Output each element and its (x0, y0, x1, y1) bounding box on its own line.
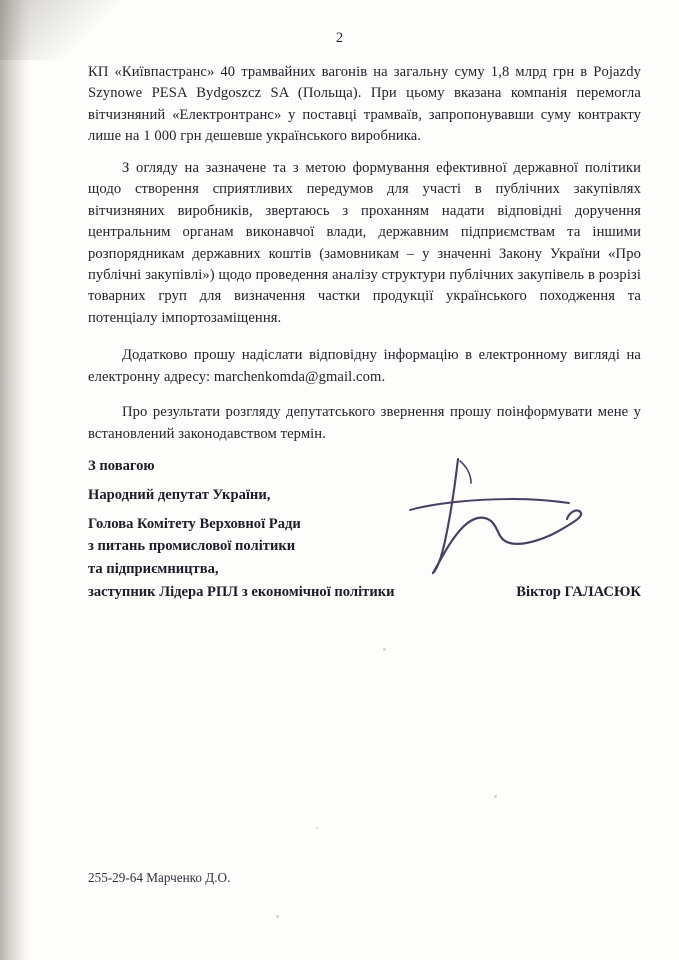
signer-title-line: з питань промислової політики (88, 538, 296, 555)
scan-speck (494, 795, 497, 798)
scan-speck (276, 915, 279, 918)
signer-title-line: Народний депутат України, (88, 486, 271, 503)
paragraph-email: Додатково прошу надіслати відповідну інформацію в електронному вигляді на електронну адресу: marchenkomda@gmail.com. (88, 347, 641, 385)
paragraph: З огляду на зазначене та з метою формування ефективної державної політики щодо створення сприятливих передумов для участі в публічних закупівлях вітчизняних виробників, звертаюсь з проханням надати відповідні доручення центральним органам виконавчої влади, державним підприємствам та іншими розпорядникам державних коштів (замовникам – у значенні Закону України «Про публічні закупівлі») щодо проведення аналізу структури публічних закупівель в розрізі товарних груп для визначення частки продукції українського походження та потенціалу імпортозаміщення. (88, 159, 641, 326)
footer-note: 255-29-64 Марченко Д.О. (88, 870, 231, 885)
closing-line: З повагою (88, 458, 155, 474)
signature-block (88, 455, 641, 604)
paragraph: Про результати розгляду депутатського звернення прошу поінформувати мене у встановлений законодавством термін. (88, 404, 641, 442)
scan-speck (316, 827, 318, 829)
paragraph: КП «Київпастранс» 40 трамвайних вагонів на загальну суму 1,8 млрд грн в Pojazdy Szynowe PESA Bydgoszcz SA (Польща). При цьому вказана компанія перемогла вітчизняний «Електронтранс» у поставці трамваїв, запропонувавши суму контракту лише на 1 000 грн дешевше українського виробника. (88, 64, 641, 145)
page-number: 2 (335, 30, 344, 46)
signer-title-line: заступник Лідера РПЛ з економічної політики (88, 583, 395, 600)
signer-name: Віктор ГАЛАСЮК (516, 583, 641, 600)
document-body (88, 62, 641, 445)
signer-title-line: та підприємництва, (88, 561, 219, 578)
scan-speck (383, 648, 386, 651)
signer-title-line: Голова Комітету Верховної Ради (88, 515, 301, 532)
